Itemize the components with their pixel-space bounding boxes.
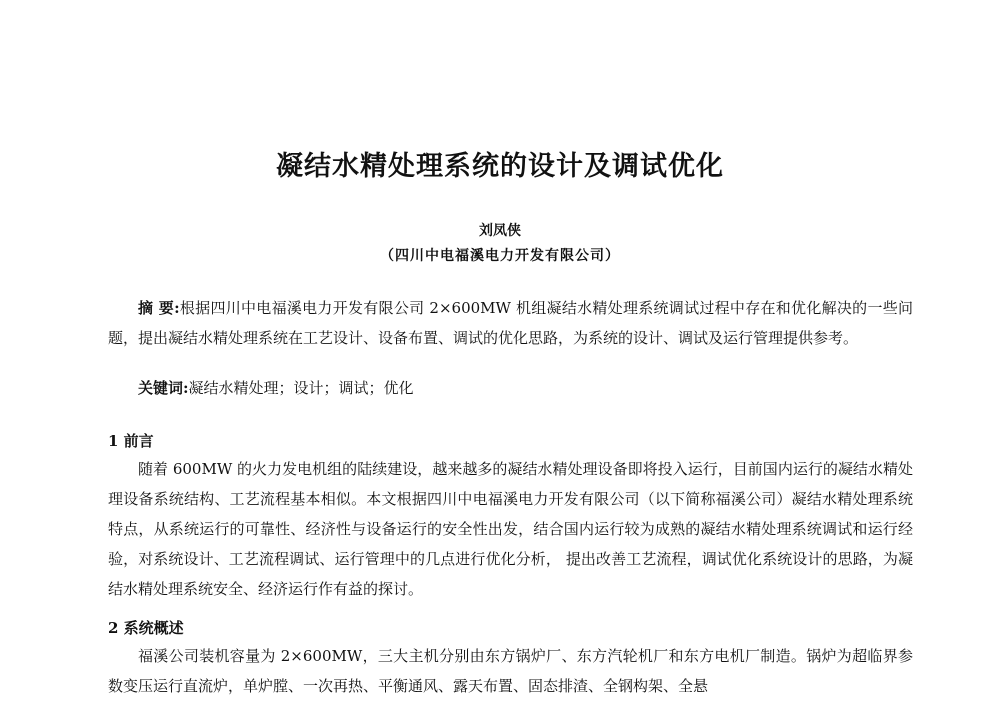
section-paragraph-system-overview: 福溪公司装机容量为 2×600MW，三大主机分别由东方锅炉厂、东方汽轮机厂和东方电机厂制造。锅炉为超临界参数变压运行直流炉，单炉膛、一次再热、平衡通风、露天布置、固态排渣、全钢构架、全悬	[108, 647, 913, 695]
section-system-overview	[108, 615, 913, 701]
abstract-paragraph	[108, 293, 913, 353]
keywords-text: 凝结水精处理；设计；调试；优化	[188, 379, 414, 397]
paper-title: 凝结水精处理系统的设计及调试优化	[276, 151, 724, 182]
abstract-text: 根据四川中电福溪电力开发有限公司 2×600MW 机组凝结水精处理系统调试过程中存在和优化解决的一些问题，提出凝结水精处理系统在工艺设计、设备布置、调试的优化思路，为系统的设计、调试及运行管理提供参考。	[108, 299, 913, 347]
section-heading-system-overview: 2 系统概述	[108, 619, 184, 637]
abstract-label: 摘 要:	[138, 299, 180, 317]
section-paragraph-introduction: 随着 600MW 的火力发电机组的陆续建设，越来越多的凝结水精处理设备即将投入运行，目前国内运行的凝结水精处理设备系统结构、工艺流程基本相似。本文根据四川中电福溪电力开发有限公司（以下简称福溪公司）凝结水精处理系统特点，从系统运行的可靠性、经济性与设备运行的安全性出发，结合国内运行较为成熟的凝结水精处理系统调试和运行经验，对系统设计、工艺流程调试、运行管理中的几点进行优化分析， 提出改善工艺流程，调试优化系统设计的思路，为凝结水精处理系统安全、经济运行作有益的探讨。	[108, 460, 913, 598]
section-introduction	[108, 428, 913, 604]
author-affiliation: （四川中电福溪电力开发有限公司）	[380, 248, 620, 264]
section-heading-introduction: 1 前言	[108, 432, 154, 450]
keywords-line	[108, 373, 913, 403]
author-name: 刘凤侠	[479, 223, 521, 239]
keywords-label: 关键词:	[138, 379, 189, 397]
keywords	[108, 373, 913, 403]
abstract	[108, 293, 913, 353]
